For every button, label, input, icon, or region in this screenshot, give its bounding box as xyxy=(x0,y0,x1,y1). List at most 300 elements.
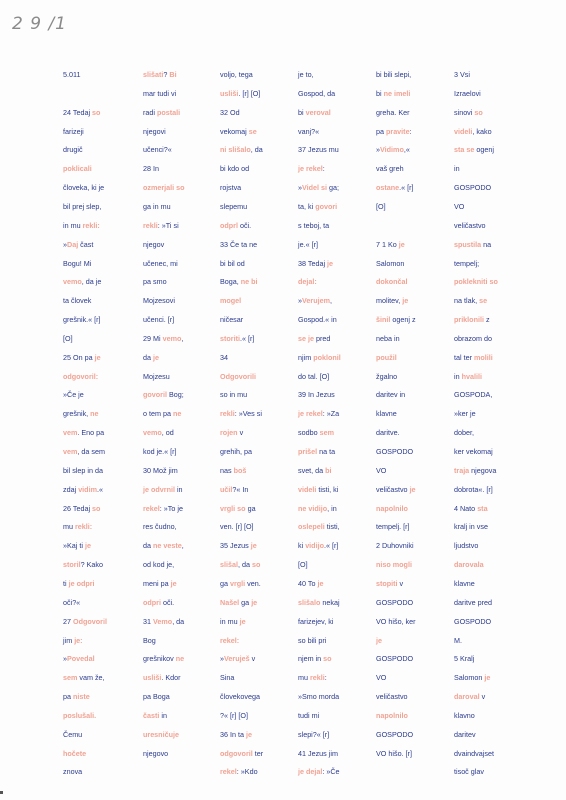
word: neba in xyxy=(376,333,400,343)
highlighted-word: rekli: xyxy=(74,522,93,532)
highlighted-word: poklicali xyxy=(63,164,92,174)
text-line xyxy=(220,202,247,211)
text-line xyxy=(143,466,178,475)
highlighted-word: oslepeli xyxy=(298,522,325,532)
text-line xyxy=(63,221,100,230)
highlighted-word: je xyxy=(245,729,252,739)
highlighted-word: vemo xyxy=(63,277,82,287)
word: .« [r] xyxy=(239,333,255,343)
text-line xyxy=(298,277,317,286)
word: Salomon xyxy=(454,673,485,683)
text-line xyxy=(376,598,413,607)
word: »Kaj ti xyxy=(63,541,85,551)
highlighted-word: spustila xyxy=(454,239,482,249)
text-line xyxy=(143,221,179,230)
word: , da je xyxy=(81,277,102,287)
text-line xyxy=(454,108,483,117)
word: 5.011 xyxy=(63,70,81,79)
word: : »Če xyxy=(322,767,340,777)
text-line xyxy=(220,296,241,305)
text-line xyxy=(220,315,243,324)
text-line xyxy=(376,579,403,588)
text-line xyxy=(454,428,474,437)
highlighted-word: je xyxy=(84,541,91,551)
word: Bog; xyxy=(166,390,184,400)
word: ,« xyxy=(403,145,410,155)
word: bil prej slep, xyxy=(63,201,102,211)
word: : »Ves si xyxy=(234,409,262,419)
highlighted-word: stopiti xyxy=(376,578,398,588)
text-line xyxy=(454,541,478,550)
text-line xyxy=(454,767,484,776)
word: ven. xyxy=(245,578,261,588)
text-line xyxy=(63,202,101,211)
text-line xyxy=(63,560,103,569)
word: drugič xyxy=(63,145,83,155)
text-line xyxy=(143,711,167,720)
highlighted-word: odgovoril: xyxy=(63,371,99,381)
word: » xyxy=(63,239,67,249)
text-line xyxy=(143,409,181,418)
text-line xyxy=(454,390,492,399)
text-line xyxy=(376,70,411,79)
highlighted-word: bi xyxy=(325,465,332,475)
highlighted-word: storiti xyxy=(220,333,240,343)
text-line xyxy=(220,353,228,362)
word: Izraelovi xyxy=(454,88,481,98)
text-line xyxy=(298,636,326,645)
highlighted-word: ni slišalo xyxy=(220,145,251,155)
word: , da xyxy=(250,145,263,155)
text-line xyxy=(298,711,319,720)
word: VO xyxy=(454,201,465,211)
text-line xyxy=(298,240,318,249)
text-line xyxy=(298,70,314,79)
text-line xyxy=(298,447,335,456)
text-line xyxy=(143,164,159,173)
highlighted-word: ostane xyxy=(376,183,400,193)
word: bi kdo od xyxy=(220,164,250,174)
text-line xyxy=(298,673,327,682)
word: veličastvo xyxy=(376,692,408,702)
word: 40 To xyxy=(298,578,318,588)
text-line xyxy=(298,617,333,626)
text-line xyxy=(376,730,413,739)
word: tempelj; xyxy=(454,258,480,268)
word: 35 Jezus xyxy=(220,541,251,551)
text-line xyxy=(220,259,245,268)
word: GOSPODO xyxy=(454,616,492,626)
text-line xyxy=(376,202,386,211)
word: človekovega xyxy=(220,692,260,702)
text-line xyxy=(220,541,257,550)
text-line xyxy=(143,673,181,682)
word: njegova xyxy=(469,465,497,475)
highlighted-word: rekli xyxy=(309,673,325,683)
text-line xyxy=(63,127,84,136)
text-line xyxy=(220,522,254,531)
word: : »Za xyxy=(322,409,340,419)
text-line xyxy=(376,654,413,663)
text-line xyxy=(63,541,91,550)
word: pa xyxy=(376,126,386,136)
highlighted-word: dokončal xyxy=(376,277,408,287)
text-line xyxy=(376,673,386,682)
highlighted-word: Videl si xyxy=(302,183,328,193)
text-line xyxy=(454,164,460,173)
text-line xyxy=(298,334,330,343)
text-line xyxy=(454,636,462,645)
highlighted-word: pravite xyxy=(386,126,410,136)
word: ga xyxy=(220,578,230,588)
word: žgalno xyxy=(376,371,398,381)
text-line xyxy=(220,164,249,173)
word: z xyxy=(483,315,490,325)
word: 32 Od xyxy=(220,107,240,117)
highlighted-word: je dejal xyxy=(298,767,323,777)
word: njem in xyxy=(298,654,324,664)
text-line xyxy=(298,504,337,513)
word: GOSPODO xyxy=(376,654,414,664)
text-line xyxy=(143,654,184,663)
word: Boga, xyxy=(220,277,241,287)
word: [O] xyxy=(63,333,73,343)
highlighted-word: rekel xyxy=(220,767,237,777)
word: njegov xyxy=(143,239,165,249)
word: v xyxy=(249,654,256,664)
text-line xyxy=(220,598,257,607)
word: 4 Nato xyxy=(454,503,478,513)
text-line xyxy=(376,409,397,418)
highlighted-word: so xyxy=(92,503,101,513)
word: daritev in xyxy=(376,390,406,400)
word: in mu xyxy=(63,220,83,230)
highlighted-word: je rekel xyxy=(298,409,323,419)
text-line xyxy=(63,673,105,682)
word: je.« [r] xyxy=(298,239,318,249)
text-line xyxy=(376,315,416,324)
word: daritev xyxy=(454,729,476,739)
highlighted-word: daroval xyxy=(454,692,480,702)
text-line xyxy=(220,334,254,343)
word: Bogu! Mi xyxy=(63,258,92,268)
word: 31 xyxy=(143,616,153,626)
word: bil slep in da xyxy=(63,465,103,475)
text-line xyxy=(376,259,404,268)
text-line xyxy=(63,598,80,607)
highlighted-word: storil xyxy=(63,560,81,570)
highlighted-word: ne xyxy=(90,409,99,419)
word: VO hišo, ker xyxy=(376,616,416,626)
word: bi bili slepi, xyxy=(376,70,412,79)
word: da xyxy=(143,352,153,362)
word: 27 xyxy=(63,616,73,626)
word: 2 Duhovniki xyxy=(376,541,414,551)
word: bi bil od xyxy=(220,258,245,268)
text-line xyxy=(63,636,83,645)
text-line xyxy=(376,447,413,456)
text-line xyxy=(454,409,476,418)
text-line xyxy=(143,145,172,154)
word: v xyxy=(397,578,404,588)
text-line xyxy=(376,560,412,569)
text-line xyxy=(454,277,498,286)
highlighted-word: je: xyxy=(74,635,83,645)
word: » xyxy=(63,654,67,664)
text-line xyxy=(143,372,170,381)
highlighted-word: ne imeli xyxy=(383,88,411,98)
highlighted-word: rojen xyxy=(220,428,238,438)
text-line xyxy=(376,108,410,117)
text-line xyxy=(143,390,184,399)
text-line xyxy=(376,636,382,645)
highlighted-word: šinil xyxy=(376,315,391,325)
highlighted-word: ne veste xyxy=(153,541,182,551)
text-line xyxy=(454,70,470,79)
text-line xyxy=(298,353,341,362)
word: slepi?« [r] xyxy=(298,729,330,739)
highlighted-word: traja xyxy=(454,465,470,475)
text-line xyxy=(298,598,340,607)
highlighted-word: se je xyxy=(298,333,314,343)
word: nas xyxy=(220,465,234,475)
highlighted-word: je xyxy=(153,352,159,362)
highlighted-word: boš xyxy=(233,465,247,475)
text-line xyxy=(298,767,340,776)
text-line xyxy=(454,749,494,758)
word: kralj in vse xyxy=(454,522,488,532)
highlighted-word: dejal: xyxy=(298,277,317,287)
text-line xyxy=(143,447,177,456)
highlighted-word: časti xyxy=(143,710,160,720)
text-line xyxy=(143,259,178,268)
text-line xyxy=(376,240,405,249)
word: » xyxy=(376,145,380,155)
word: 5 Kralj xyxy=(454,654,475,664)
word: ga xyxy=(239,597,252,607)
word: [O] xyxy=(376,201,386,211)
word: ogenj z xyxy=(390,315,416,325)
text-line xyxy=(63,428,104,437)
word: klavno xyxy=(454,710,475,720)
word: grehih, pa xyxy=(220,447,252,456)
word: tisti, ki xyxy=(316,484,339,494)
highlighted-word: sta xyxy=(477,503,488,513)
highlighted-word: poklekniti so xyxy=(454,277,498,287)
word: in xyxy=(159,710,167,720)
word: dober, xyxy=(454,428,474,438)
word: daritve pred xyxy=(454,597,492,607)
highlighted-word: rekli xyxy=(220,409,235,419)
highlighted-word: ne bi xyxy=(240,277,258,287)
text-line xyxy=(376,617,416,626)
text-line xyxy=(63,485,103,494)
text-line xyxy=(220,447,252,456)
text-line xyxy=(376,466,386,475)
word: in xyxy=(454,164,460,174)
word: GOSPODO xyxy=(376,597,414,607)
text-line xyxy=(376,145,410,154)
text-line xyxy=(220,390,247,399)
highlighted-word: odgovoril xyxy=(220,748,253,758)
text-line xyxy=(143,202,171,211)
highlighted-word: je xyxy=(484,673,491,683)
word: obrazom do xyxy=(454,333,492,343)
text-line xyxy=(454,372,482,381)
word: tisoč glav xyxy=(454,767,484,777)
word: ti xyxy=(63,578,69,588)
word: , xyxy=(329,296,332,306)
word: , kako xyxy=(472,126,492,136)
word: greha. Ker xyxy=(376,107,410,117)
highlighted-word: poklonil xyxy=(313,352,341,362)
word: 34 xyxy=(220,352,228,362)
highlighted-word: je xyxy=(94,352,101,362)
word: ki xyxy=(298,541,306,551)
word: M. xyxy=(454,635,462,645)
highlighted-word: slišal xyxy=(220,560,238,570)
highlighted-word: so xyxy=(323,654,332,664)
word: 38 Tedaj xyxy=(298,258,328,268)
highlighted-word: je xyxy=(409,484,416,494)
highlighted-word: je xyxy=(317,578,324,588)
word: VO xyxy=(376,465,387,475)
word: slepemu xyxy=(220,201,248,211)
text-line xyxy=(63,692,90,701)
word: bi xyxy=(298,107,306,117)
text-line xyxy=(298,164,325,173)
word: 36 In ta xyxy=(220,729,246,739)
word: tisti, xyxy=(324,522,340,532)
highlighted-word: použil xyxy=(376,352,397,362)
highlighted-word: Veruješ xyxy=(224,654,250,664)
word: ven. [r] [O] xyxy=(220,522,254,532)
text-line xyxy=(220,221,251,230)
word: so bili pri xyxy=(298,635,327,645)
text-line xyxy=(143,579,177,588)
word: jim xyxy=(63,635,75,645)
text-line xyxy=(63,70,80,79)
text-line xyxy=(298,579,323,588)
word: učenci. [r] xyxy=(143,315,175,325)
text-line xyxy=(143,636,156,645)
word: in mu xyxy=(220,616,240,626)
text-line xyxy=(376,353,397,362)
highlighted-word: Vidimo xyxy=(380,145,404,155)
word: , da xyxy=(237,560,252,570)
word: sodbo xyxy=(298,428,320,438)
word: kod je.« [r] xyxy=(143,447,177,456)
text-line xyxy=(298,409,339,418)
highlighted-word: napolnilo xyxy=(376,503,408,513)
text-line xyxy=(63,277,101,286)
highlighted-word: rekel xyxy=(143,503,160,513)
word: farizejev, ki xyxy=(298,616,334,626)
word: ? Kako xyxy=(80,560,103,570)
text-line xyxy=(454,315,490,324)
text-line xyxy=(143,428,174,437)
text-line xyxy=(376,711,408,720)
text-line xyxy=(298,108,331,117)
text-line xyxy=(220,504,256,513)
word: , in xyxy=(327,503,337,513)
word: zdaj xyxy=(63,484,79,494)
text-line xyxy=(63,447,105,456)
highlighted-word: je odvrnil xyxy=(143,484,175,494)
word: rojstva xyxy=(220,183,242,193)
text-line xyxy=(454,145,494,154)
text-line xyxy=(454,353,493,362)
highlighted-word: vemo xyxy=(143,428,162,438)
text-line xyxy=(454,711,475,720)
word: da xyxy=(143,541,153,551)
text-line xyxy=(376,428,400,437)
word: : »Ti si xyxy=(157,220,179,230)
word: radi xyxy=(143,107,157,117)
highlighted-word: se xyxy=(248,126,257,136)
text-line xyxy=(143,541,184,550)
word: , da xyxy=(172,616,185,626)
highlighted-word: Verujem xyxy=(302,296,330,306)
highlighted-word: vem xyxy=(63,447,78,456)
text-line xyxy=(220,409,262,418)
text-line xyxy=(220,654,255,663)
word: GOSPODA, xyxy=(454,390,493,400)
highlighted-word: je xyxy=(239,616,246,626)
highlighted-word: sem xyxy=(63,673,78,683)
text-line xyxy=(220,183,241,192)
word: svet, da xyxy=(298,465,326,475)
text-line xyxy=(220,145,263,154)
highlighted-word: molili xyxy=(473,352,493,362)
text-line xyxy=(454,259,479,268)
word: , od xyxy=(161,428,174,438)
highlighted-word: govoril xyxy=(143,390,167,400)
text-line xyxy=(298,560,308,569)
word: in xyxy=(454,371,462,381)
highlighted-word: prišel xyxy=(298,447,318,456)
text-line xyxy=(454,504,488,513)
text-line xyxy=(220,749,263,758)
word: učenec, mi xyxy=(143,258,178,268)
text-line xyxy=(298,259,333,268)
word: »Smo morda xyxy=(298,692,340,702)
text-line xyxy=(376,127,412,136)
word: oči?« xyxy=(63,597,81,607)
text-line xyxy=(63,504,100,513)
word: vaš greh xyxy=(376,164,404,174)
word: pa smo xyxy=(143,277,167,287)
text-line xyxy=(143,127,166,136)
text-line xyxy=(63,730,82,739)
text-line xyxy=(143,617,184,626)
highlighted-word: hočete xyxy=(63,748,87,758)
word: na tlak, xyxy=(454,296,480,306)
text-line xyxy=(376,749,412,758)
text-line xyxy=(298,372,329,381)
text-line xyxy=(298,390,335,399)
text-line xyxy=(220,127,257,136)
word: Bog xyxy=(143,635,156,645)
text-line xyxy=(376,183,414,192)
word: . [r] [O] xyxy=(238,88,261,98)
highlighted-word: ne vidijo xyxy=(298,503,328,513)
highlighted-word: vemo xyxy=(162,333,182,343)
word: Čemu xyxy=(63,729,83,739)
text-line xyxy=(63,579,95,588)
highlighted-word: napolnilo xyxy=(376,710,408,720)
word: njegovi xyxy=(143,126,166,136)
